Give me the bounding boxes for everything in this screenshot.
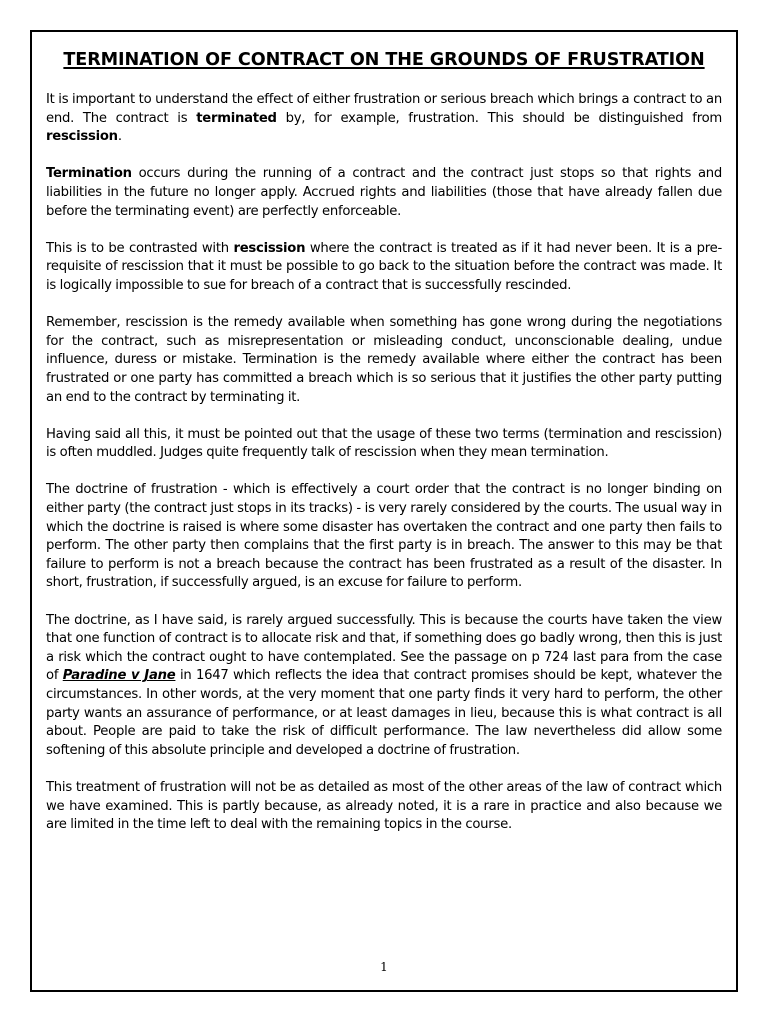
paragraph-treatment-scope: This treatment of frustration will not be as detailed as most of the other areas of the law of contract which we have examined. This is partly because, as already noted, it is a rare in practice and also because we are limited in the time left to deal with the remaining topics in the course.: [46, 779, 722, 833]
bold-term-termination: Termination: [46, 166, 132, 182]
paragraph-allocation-of-risk: [46, 612, 722, 761]
paragraph-text: by, for example, frustration. This should be distinguished from: [276, 110, 722, 126]
case-citation-paradine-v-jane: Paradine v Jane: [62, 668, 176, 684]
document-title: TERMINATION OF CONTRACT ON THE GROUNDS OF FRUSTRATION: [63, 50, 705, 70]
paragraph-text: The doctrine, as I have said, is rarely argued successfully. This is because the courts have taken the view that one function of contract is to allocate risk and that, if something does go badly wrong, then this is just a risk which the contract ought to have contemplated. See the passage on p 724 last para from the case of: [46, 612, 722, 684]
paragraph-text: in 1647 which reflects the idea that contract promises should be kept, whatever the circumstances. In other words, at the very moment that one party finds it very hard to perform, the other party wants an assurance of performance, or at least damages in lieu, because this is what contract is all about. People are paid to take the risk of difficult performance. The law nevertheless did allow some softening of this absolute principle and developed a doctrine of frustration.: [46, 668, 723, 758]
paragraph-remedies: Remember, rescission is the remedy available when something has gone wrong during the negotiations for the contract, such as misrepresentation or misleading conduct, unconscionable dealing, undue influence, duress or mistake. Termination is the remedy available where either the contract has been frustrated or one party has committed a breach which is so serious that it justifies the other party putting an end to the contract by terminating it.: [46, 315, 722, 405]
paragraph-text: occurs during the running of a contract and the contract just stops so that rights and liabilities in the future no longer apply. Accrued rights and liabilities (those that have already fallen due before the terminating event) are perfectly enforceable.: [46, 166, 722, 219]
paragraph-termination-intro: [46, 91, 722, 147]
bold-term-terminated: terminated: [196, 110, 277, 126]
page-number: 1: [380, 960, 388, 974]
paragraph-text: This is to be contrasted with: [46, 240, 234, 256]
paragraph-terminology: Having said all this, it must be pointed out that the usage of these two terms (termination and rescission) is often muddled. Judges quite frequently talk of rescission when they mean termination.: [46, 426, 722, 461]
paragraph-text: It is important to understand the effect of either frustration or serious breach which brings a contract to an end. The contract is: [46, 92, 722, 126]
bold-term-rescission: rescission: [46, 129, 118, 145]
paragraph-text: where the contract is treated as if it had never been. It is a pre-requisite of rescission that it must be possible to go back to the situation before the contract was made. It is logically impossible to sue for breach of a contract that is successfully rescinded.: [46, 240, 722, 293]
paragraph-termination-definition: [46, 165, 722, 221]
paragraph-doctrine-of-frustration: The doctrine of frustration - which is effectively a court order that the contract is no longer binding on either party (the contract just stops in its tracks) - is very rarely considered by the courts. The usual way in which the doctrine is raised is where some disaster has overtaken the contract and one party then fails to perform. The other party then complains that the first party is in breach. The answer to this may be that failure to perform is not a breach because the contract has been frustrated as a result of the disaster. In short, frustration, if successfully argued, is an excuse for failure to perform.: [46, 482, 722, 591]
document-body: [46, 46, 722, 835]
paragraph-text: .: [117, 129, 122, 145]
paragraph-rescission-contrast: [46, 240, 722, 296]
page-border: [30, 30, 738, 992]
bold-term-rescission: rescission: [233, 240, 306, 256]
